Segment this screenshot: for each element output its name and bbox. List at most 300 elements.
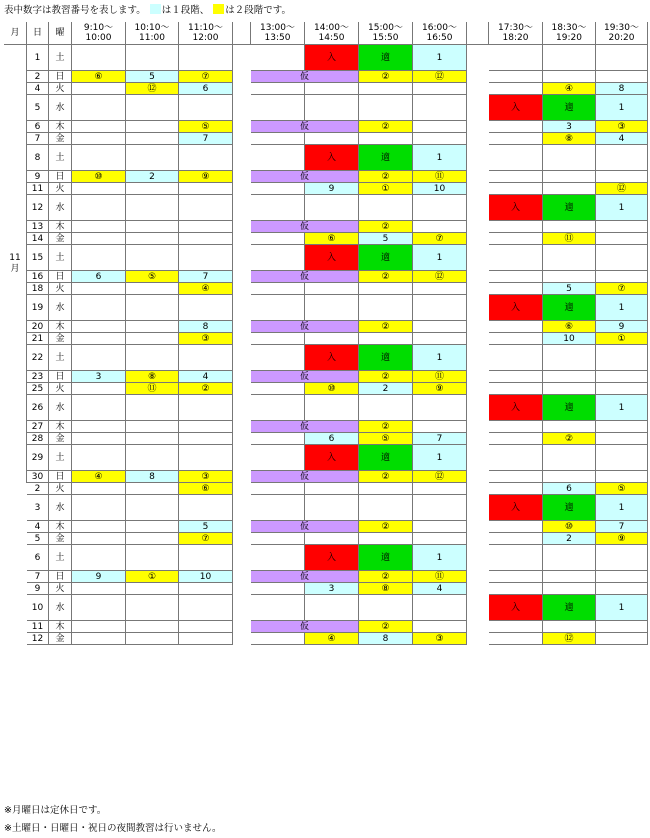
lesson-cell: 6 bbox=[179, 83, 233, 95]
day-cell: 18 bbox=[27, 283, 49, 295]
provisional-exam-cell: 仮 bbox=[251, 271, 359, 283]
empty-cell bbox=[489, 121, 543, 133]
lesson-cell: 3 bbox=[543, 121, 596, 133]
lesson-cell: 8 bbox=[596, 83, 648, 95]
empty-cell bbox=[179, 495, 233, 521]
empty-cell bbox=[251, 183, 305, 195]
day-cell: 8 bbox=[27, 145, 49, 171]
empty-cell bbox=[305, 295, 359, 321]
lesson-cell: 8 bbox=[359, 633, 413, 645]
weekday-cell: 水 bbox=[49, 395, 72, 421]
empty-cell bbox=[489, 471, 543, 483]
empty-cell bbox=[251, 295, 305, 321]
lesson-cell: ⑥ bbox=[179, 483, 233, 495]
entrance-cell: 入 bbox=[305, 245, 359, 271]
empty-cell bbox=[359, 495, 413, 521]
empty-cell bbox=[72, 233, 126, 245]
empty-cell bbox=[596, 383, 648, 395]
lesson-cell: 4 bbox=[596, 133, 648, 145]
weekday-cell: 日 bbox=[49, 571, 72, 583]
empty-cell bbox=[251, 433, 305, 445]
empty-cell bbox=[72, 221, 126, 233]
lesson-cell: ② bbox=[359, 121, 413, 133]
empty-cell bbox=[179, 183, 233, 195]
empty-cell bbox=[596, 271, 648, 283]
empty-cell bbox=[596, 633, 648, 645]
lesson-cell: ⑪ bbox=[413, 171, 467, 183]
empty-cell bbox=[126, 283, 179, 295]
weekday-cell: 土 bbox=[49, 545, 72, 571]
weekday-cell: 火 bbox=[49, 283, 72, 295]
legend bbox=[4, 3, 291, 19]
empty-cell bbox=[251, 95, 305, 121]
day-cell: 9 bbox=[27, 583, 49, 595]
empty-cell bbox=[543, 621, 596, 633]
weekday-cell: 土 bbox=[49, 145, 72, 171]
lesson-cell: ② bbox=[359, 221, 413, 233]
provisional-exam-cell: 仮 bbox=[251, 521, 359, 533]
empty-cell bbox=[251, 483, 305, 495]
empty-cell bbox=[72, 483, 126, 495]
empty-cell bbox=[179, 145, 233, 171]
day-cell: 23 bbox=[27, 371, 49, 383]
lesson-cell: ⑨ bbox=[413, 383, 467, 395]
aptitude-cell: 適 bbox=[359, 245, 413, 271]
day-cell: 20 bbox=[27, 321, 49, 333]
day-cell: 12 bbox=[27, 195, 49, 221]
aptitude-cell: 適 bbox=[543, 95, 596, 121]
empty-cell bbox=[72, 145, 126, 171]
lesson-cell: 1 bbox=[596, 595, 648, 621]
lesson-cell: ⑫ bbox=[413, 71, 467, 83]
lesson-cell: 1 bbox=[596, 195, 648, 221]
empty-cell bbox=[72, 433, 126, 445]
lesson-cell: 2 bbox=[359, 383, 413, 395]
provisional-exam-cell: 仮 bbox=[251, 621, 359, 633]
weekday-cell: 木 bbox=[49, 121, 72, 133]
empty-cell bbox=[489, 383, 543, 395]
empty-cell bbox=[489, 183, 543, 195]
weekday-cell: 金 bbox=[49, 433, 72, 445]
empty-cell bbox=[251, 595, 305, 621]
weekday-cell: 水 bbox=[49, 195, 72, 221]
empty-cell bbox=[305, 333, 359, 345]
empty-cell bbox=[489, 321, 543, 333]
empty-cell bbox=[72, 195, 126, 221]
lesson-cell: ⑦ bbox=[179, 71, 233, 83]
empty-cell bbox=[72, 595, 126, 621]
empty-cell bbox=[126, 45, 179, 71]
header-break-midday bbox=[233, 22, 251, 45]
provisional-exam-cell: 仮 bbox=[251, 471, 359, 483]
provisional-exam-cell: 仮 bbox=[251, 121, 359, 133]
lesson-cell: ⑨ bbox=[179, 171, 233, 183]
empty-cell bbox=[72, 321, 126, 333]
empty-cell bbox=[413, 221, 467, 233]
empty-cell bbox=[543, 583, 596, 595]
weekday-cell: 金 bbox=[49, 133, 72, 145]
lesson-cell: 10 bbox=[413, 183, 467, 195]
empty-cell bbox=[179, 545, 233, 571]
header-slot-6: 15:00～ 15:50 bbox=[359, 22, 413, 45]
empty-cell bbox=[596, 545, 648, 571]
empty-cell bbox=[72, 45, 126, 71]
empty-cell bbox=[251, 133, 305, 145]
empty-cell bbox=[489, 633, 543, 645]
header-slot-1: 9:10～ 10:00 bbox=[72, 22, 126, 45]
day-cell: 12 bbox=[27, 633, 49, 645]
empty-cell bbox=[126, 295, 179, 321]
aptitude-cell: 適 bbox=[543, 295, 596, 321]
lesson-cell: 1 bbox=[596, 395, 648, 421]
weekday-cell: 火 bbox=[49, 483, 72, 495]
empty-cell bbox=[596, 421, 648, 433]
entrance-cell: 入 bbox=[305, 345, 359, 371]
lesson-cell: ② bbox=[359, 521, 413, 533]
lesson-cell: ④ bbox=[543, 83, 596, 95]
lesson-cell: 6 bbox=[72, 271, 126, 283]
empty-cell bbox=[251, 233, 305, 245]
empty-cell bbox=[72, 521, 126, 533]
aptitude-cell: 適 bbox=[359, 445, 413, 471]
day-cell: 7 bbox=[27, 133, 49, 145]
empty-cell bbox=[359, 483, 413, 495]
empty-cell bbox=[126, 145, 179, 171]
empty-cell bbox=[72, 621, 126, 633]
empty-cell bbox=[179, 245, 233, 271]
lesson-cell: 1 bbox=[413, 345, 467, 371]
empty-cell bbox=[413, 533, 467, 545]
lesson-cell: ⑫ bbox=[413, 471, 467, 483]
empty-cell bbox=[489, 333, 543, 345]
schedule-table bbox=[4, 22, 648, 799]
empty-cell bbox=[489, 345, 543, 371]
day-cell: 6 bbox=[27, 121, 49, 133]
lesson-cell: ④ bbox=[305, 633, 359, 645]
empty-cell bbox=[126, 133, 179, 145]
empty-cell bbox=[596, 221, 648, 233]
lesson-cell: ⑫ bbox=[543, 633, 596, 645]
empty-cell bbox=[489, 245, 543, 271]
weekday-cell: 水 bbox=[49, 95, 72, 121]
empty-cell bbox=[489, 433, 543, 445]
lesson-cell: ⑨ bbox=[596, 533, 648, 545]
weekday-cell: 土 bbox=[49, 45, 72, 71]
weekday-cell: 土 bbox=[49, 445, 72, 471]
lesson-cell: ⑦ bbox=[413, 233, 467, 245]
weekday-cell: 水 bbox=[49, 295, 72, 321]
lesson-cell: ⑪ bbox=[413, 571, 467, 583]
empty-cell bbox=[489, 145, 543, 171]
weekday-cell: 木 bbox=[49, 521, 72, 533]
provisional-exam-cell: 仮 bbox=[251, 571, 359, 583]
day-cell: 4 bbox=[27, 521, 49, 533]
empty-cell bbox=[126, 545, 179, 571]
entrance-cell: 入 bbox=[489, 395, 543, 421]
empty-cell bbox=[179, 95, 233, 121]
empty-cell bbox=[179, 621, 233, 633]
lesson-cell: 9 bbox=[596, 321, 648, 333]
empty-cell bbox=[305, 95, 359, 121]
empty-cell bbox=[413, 621, 467, 633]
empty-cell bbox=[359, 283, 413, 295]
header-month: 月 bbox=[4, 22, 27, 45]
empty-cell bbox=[489, 271, 543, 283]
provisional-exam-cell: 仮 bbox=[251, 371, 359, 383]
empty-cell bbox=[72, 295, 126, 321]
empty-cell bbox=[413, 395, 467, 421]
header-slot-10: 19:30～ 20:20 bbox=[596, 22, 648, 45]
empty-cell bbox=[126, 245, 179, 271]
header-day: 日 bbox=[27, 22, 49, 45]
empty-cell bbox=[72, 421, 126, 433]
lesson-cell: ④ bbox=[72, 471, 126, 483]
empty-cell bbox=[72, 183, 126, 195]
empty-cell bbox=[489, 621, 543, 633]
lesson-cell: 5 bbox=[126, 71, 179, 83]
empty-cell bbox=[126, 95, 179, 121]
header-slot-5: 14:00～ 14:50 bbox=[305, 22, 359, 45]
empty-cell bbox=[596, 621, 648, 633]
day-cell: 10 bbox=[27, 595, 49, 621]
day-cell: 27 bbox=[27, 421, 49, 433]
empty-cell bbox=[489, 133, 543, 145]
weekday-cell: 水 bbox=[49, 495, 72, 521]
empty-cell bbox=[126, 483, 179, 495]
lesson-cell: ② bbox=[359, 371, 413, 383]
lesson-cell: ③ bbox=[179, 333, 233, 345]
empty-cell bbox=[543, 45, 596, 71]
weekday-cell: 火 bbox=[49, 83, 72, 95]
empty-cell bbox=[126, 445, 179, 471]
lesson-cell: ② bbox=[179, 383, 233, 395]
empty-cell bbox=[251, 445, 305, 471]
aptitude-cell: 適 bbox=[543, 495, 596, 521]
weekday-cell: 日 bbox=[49, 171, 72, 183]
lesson-cell: 9 bbox=[72, 571, 126, 583]
empty-cell bbox=[179, 583, 233, 595]
empty-cell bbox=[251, 345, 305, 371]
weekday-cell: 金 bbox=[49, 633, 72, 645]
aptitude-cell: 適 bbox=[359, 345, 413, 371]
empty-cell bbox=[72, 333, 126, 345]
entrance-cell: 入 bbox=[489, 595, 543, 621]
weekday-cell: 金 bbox=[49, 333, 72, 345]
empty-cell bbox=[489, 545, 543, 571]
empty-cell bbox=[596, 583, 648, 595]
lesson-cell: ⑥ bbox=[305, 233, 359, 245]
empty-cell bbox=[596, 233, 648, 245]
empty-cell bbox=[251, 283, 305, 295]
lesson-cell: 1 bbox=[413, 245, 467, 271]
empty-cell bbox=[489, 583, 543, 595]
empty-cell bbox=[543, 383, 596, 395]
entrance-cell: 入 bbox=[489, 495, 543, 521]
empty-cell bbox=[413, 495, 467, 521]
empty-cell bbox=[305, 495, 359, 521]
empty-cell bbox=[251, 583, 305, 595]
empty-cell bbox=[543, 371, 596, 383]
weekday-cell: 日 bbox=[49, 471, 72, 483]
lesson-cell: ① bbox=[596, 333, 648, 345]
empty-cell bbox=[72, 345, 126, 371]
lesson-cell: 8 bbox=[126, 471, 179, 483]
empty-cell bbox=[305, 595, 359, 621]
empty-cell bbox=[596, 71, 648, 83]
empty-cell bbox=[596, 433, 648, 445]
day-cell: 25 bbox=[27, 383, 49, 395]
lesson-cell: ④ bbox=[179, 283, 233, 295]
empty-cell bbox=[126, 221, 179, 233]
lesson-cell: 2 bbox=[543, 533, 596, 545]
lesson-cell: ② bbox=[359, 471, 413, 483]
empty-cell bbox=[359, 133, 413, 145]
empty-cell bbox=[359, 195, 413, 221]
day-cell: 2 bbox=[27, 483, 49, 495]
empty-cell bbox=[596, 471, 648, 483]
empty-cell bbox=[359, 595, 413, 621]
empty-cell bbox=[413, 333, 467, 345]
day-cell: 13 bbox=[27, 221, 49, 233]
empty-cell bbox=[126, 521, 179, 533]
provisional-exam-cell: 仮 bbox=[251, 171, 359, 183]
lesson-cell: 5 bbox=[359, 233, 413, 245]
entrance-cell: 入 bbox=[305, 45, 359, 71]
empty-cell bbox=[543, 221, 596, 233]
lesson-cell: 1 bbox=[413, 545, 467, 571]
empty-cell bbox=[126, 621, 179, 633]
lesson-cell: 7 bbox=[596, 521, 648, 533]
day-cell: 29 bbox=[27, 445, 49, 471]
provisional-exam-cell: 仮 bbox=[251, 221, 359, 233]
empty-cell bbox=[543, 421, 596, 433]
lesson-cell: 1 bbox=[596, 295, 648, 321]
lesson-cell: 5 bbox=[543, 283, 596, 295]
empty-cell bbox=[305, 133, 359, 145]
empty-cell bbox=[596, 345, 648, 371]
empty-cell bbox=[413, 595, 467, 621]
lesson-cell: 1 bbox=[413, 145, 467, 171]
empty-cell bbox=[126, 495, 179, 521]
empty-cell bbox=[126, 533, 179, 545]
empty-cell bbox=[489, 421, 543, 433]
lesson-cell: ⑩ bbox=[72, 171, 126, 183]
empty-cell bbox=[126, 233, 179, 245]
weekday-cell: 火 bbox=[49, 583, 72, 595]
lesson-cell: ⑤ bbox=[179, 121, 233, 133]
day-cell: 9 bbox=[27, 171, 49, 183]
lesson-cell: ③ bbox=[413, 633, 467, 645]
weekday-cell: 日 bbox=[49, 271, 72, 283]
empty-cell bbox=[179, 421, 233, 433]
lesson-cell: ② bbox=[359, 171, 413, 183]
empty-cell bbox=[413, 195, 467, 221]
header-weekday: 曜 bbox=[49, 22, 72, 45]
empty-cell bbox=[251, 633, 305, 645]
empty-cell bbox=[179, 633, 233, 645]
empty-cell bbox=[72, 121, 126, 133]
entrance-cell: 入 bbox=[489, 295, 543, 321]
empty-cell bbox=[126, 345, 179, 371]
lesson-cell: ③ bbox=[596, 121, 648, 133]
day-cell: 5 bbox=[27, 533, 49, 545]
empty-cell bbox=[72, 133, 126, 145]
empty-cell bbox=[489, 71, 543, 83]
weekday-cell: 木 bbox=[49, 421, 72, 433]
empty-cell bbox=[126, 333, 179, 345]
footnote-no-night-weekend: ※土曜日・日曜日・祝日の夜間教習は行いません。 bbox=[4, 823, 222, 834]
empty-cell bbox=[251, 245, 305, 271]
lesson-cell: ⑧ bbox=[359, 583, 413, 595]
empty-cell bbox=[126, 183, 179, 195]
empty-cell bbox=[126, 433, 179, 445]
day-cell: 14 bbox=[27, 233, 49, 245]
empty-cell bbox=[489, 371, 543, 383]
lesson-cell: ⑪ bbox=[543, 233, 596, 245]
header-slot-8: 17:30～ 18:20 bbox=[489, 22, 543, 45]
day-cell: 11 bbox=[27, 183, 49, 195]
empty-cell bbox=[126, 595, 179, 621]
lesson-cell: ⑧ bbox=[126, 371, 179, 383]
weekday-cell: 金 bbox=[49, 233, 72, 245]
aptitude-cell: 適 bbox=[543, 595, 596, 621]
lesson-cell: ⑫ bbox=[413, 271, 467, 283]
empty-cell bbox=[251, 545, 305, 571]
empty-cell bbox=[179, 233, 233, 245]
empty-cell bbox=[543, 471, 596, 483]
lesson-cell: ⑥ bbox=[72, 71, 126, 83]
day-cell: 2 bbox=[27, 71, 49, 83]
empty-cell bbox=[179, 595, 233, 621]
provisional-exam-cell: 仮 bbox=[251, 321, 359, 333]
empty-cell bbox=[305, 395, 359, 421]
empty-cell bbox=[489, 521, 543, 533]
entrance-cell: 入 bbox=[305, 445, 359, 471]
weekday-cell: 水 bbox=[49, 595, 72, 621]
header-slot-2: 10:10～ 11:00 bbox=[126, 22, 179, 45]
empty-cell bbox=[251, 195, 305, 221]
day-cell: 7 bbox=[27, 571, 49, 583]
legend-second-stage: は２段階です。 bbox=[225, 5, 292, 16]
lesson-cell: 6 bbox=[543, 483, 596, 495]
lesson-cell: ⑩ bbox=[305, 383, 359, 395]
empty-cell bbox=[179, 45, 233, 71]
legend-first-stage: は１段階、 bbox=[161, 5, 210, 16]
empty-cell bbox=[179, 345, 233, 371]
lesson-cell: 1 bbox=[596, 495, 648, 521]
empty-cell bbox=[305, 533, 359, 545]
entrance-cell: 入 bbox=[489, 195, 543, 221]
weekday-cell: 金 bbox=[49, 533, 72, 545]
entrance-cell: 入 bbox=[489, 95, 543, 121]
empty-cell bbox=[126, 633, 179, 645]
empty-cell bbox=[489, 283, 543, 295]
lesson-cell: 6 bbox=[305, 433, 359, 445]
empty-cell bbox=[305, 483, 359, 495]
empty-cell bbox=[126, 195, 179, 221]
lesson-cell: 9 bbox=[305, 183, 359, 195]
weekday-cell: 木 bbox=[49, 321, 72, 333]
empty-cell bbox=[305, 195, 359, 221]
empty-cell bbox=[72, 283, 126, 295]
lesson-cell: 10 bbox=[179, 571, 233, 583]
empty-cell bbox=[543, 171, 596, 183]
lesson-cell: ② bbox=[359, 421, 413, 433]
lesson-cell: ⑩ bbox=[543, 521, 596, 533]
empty-cell bbox=[72, 245, 126, 271]
footnote-closed-monday: ※月曜日は定休日です。 bbox=[4, 805, 107, 816]
empty-cell bbox=[543, 545, 596, 571]
